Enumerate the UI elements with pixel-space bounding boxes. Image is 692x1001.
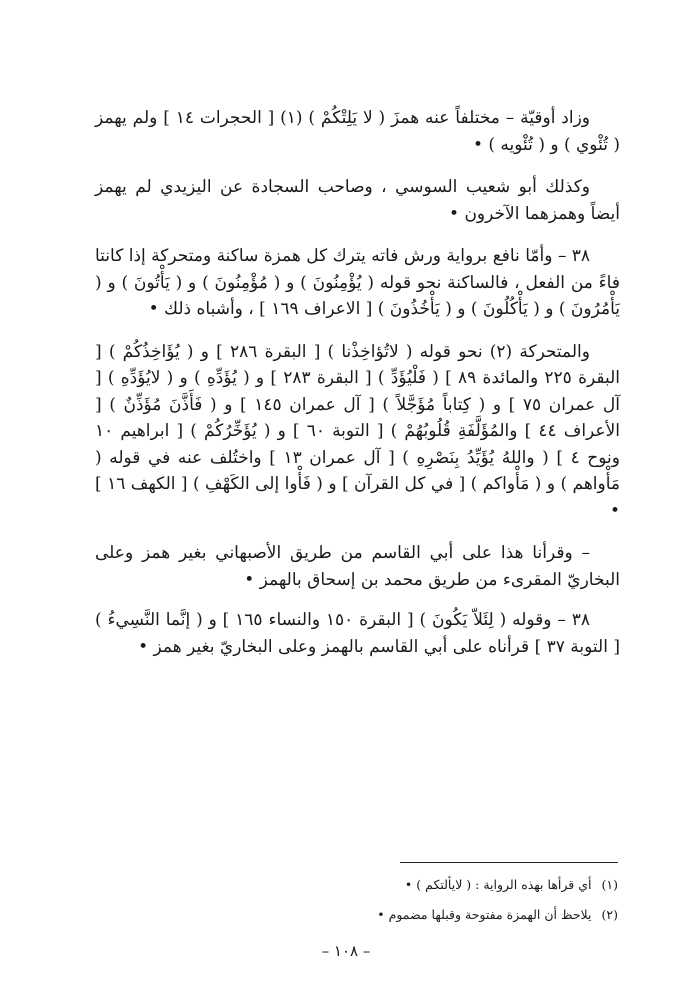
paragraph: وكذلك أبو شعيب السوسي ، وصاحب السجادة عن اليزيدي لم يهمز أيضاً وهمزهما الآخرون • [95, 177, 620, 224]
page-body [95, 105, 620, 674]
paragraph: – وقرأنا هذا على أبي القاسم من طريق الأصبهاني بغير همز وعلى البخاريّ المقرىء من طريق محمد بن إسحاق بالهمز • [95, 543, 620, 590]
footnote-text: أي قرأها بهذه الرواية : ( لايألتكم ) • [404, 877, 592, 892]
footnote [300, 900, 618, 930]
footnote-number: (٢) [601, 907, 618, 922]
paragraph: ٣٨ – وقوله ( لِئَلاّ يَكُونَ ) [ البقرة ١٥٠ والنساء ١٦٥ ] و ( إنَّما النَّسِيءُ ) [ التوبة ٣٧ ] قرأناه على أبي القاسم بالهمز وعلى البخاريّ بغير همز • [95, 610, 620, 657]
footnote-number: (١) [601, 877, 618, 892]
footnotes [300, 870, 618, 930]
footnote-text: يلاحظ أن الهمزة مفتوحة وقبلها مضموم • [377, 907, 592, 922]
paragraph: والمتحركة (٢) نحو قوله ( لاتُؤاخِذْنا ) [ البقرة ٢٨٦ ] و ( يُؤَاخِذُكُمْ ) [ البقرة ٢٢٥ والمائدة ٨٩ ] ( فَلْيُؤَدِّ ) [ البقرة ٢٨٣ ] و ( يُؤَدِّهِ ) و ( لايُؤَدِّهِ ) [ آل عمران ٧٥ ] و ( كِتاباً مُؤَجَّلاً ) [ آل عمران ١٤٥ ] و ( فَأَذَّنَ مُؤَذِّنٌ ) [ الأعراف ٤٤ ] والمُؤَلَّفَةِ قُلُوبُهُمْ ) [ التوبة ٦٠ ] و ( يُؤَخِّرُكُمْ ) [ ابراهيم ١٠ ونوح ٤ ] ( واللهُ يُؤَيِّدُ بِنَصْرِهِ ) [ آل عمران ١٣ ] واختُلف عنه في قوله ( مَأْواهم ) و ( مَأْواكم ) [ في كل القرآن ] و ( فَأْوا إلى الكَهْفِ ) [ الكهف ١٦ ] • [95, 341, 620, 521]
paragraph: ٣٨ – وأمّا نافع برواية ورش فاته يترك كل همزة ساكنة ومتحركة إذا كانتا فاءً من الفعل ، فالساكنة نحو قوله ( يُؤْمِنُونَ ) و ( مُؤْمِنُونَ ) و ( يَأْتُونَ ) و ( يَأْمُرُونَ ) و ( يَأْكُلُونَ ) و ( يَأْخُذُونَ ) [ الاعراف ١٦٩ ] ، وأشباه ذلك • [95, 246, 620, 319]
footnote [300, 870, 618, 900]
footnote-divider [400, 862, 618, 863]
page-number: – ١٠٨ – [321, 942, 371, 960]
paragraph: وزاد أوقيّة – مختلفاً عنه همزَ ( لا يَلِتْكُمْ ) (١) [ الحجرات ١٤ ] ولم يهمز ( تُئْوي ) و ( تُئْويه ) • [95, 108, 620, 155]
